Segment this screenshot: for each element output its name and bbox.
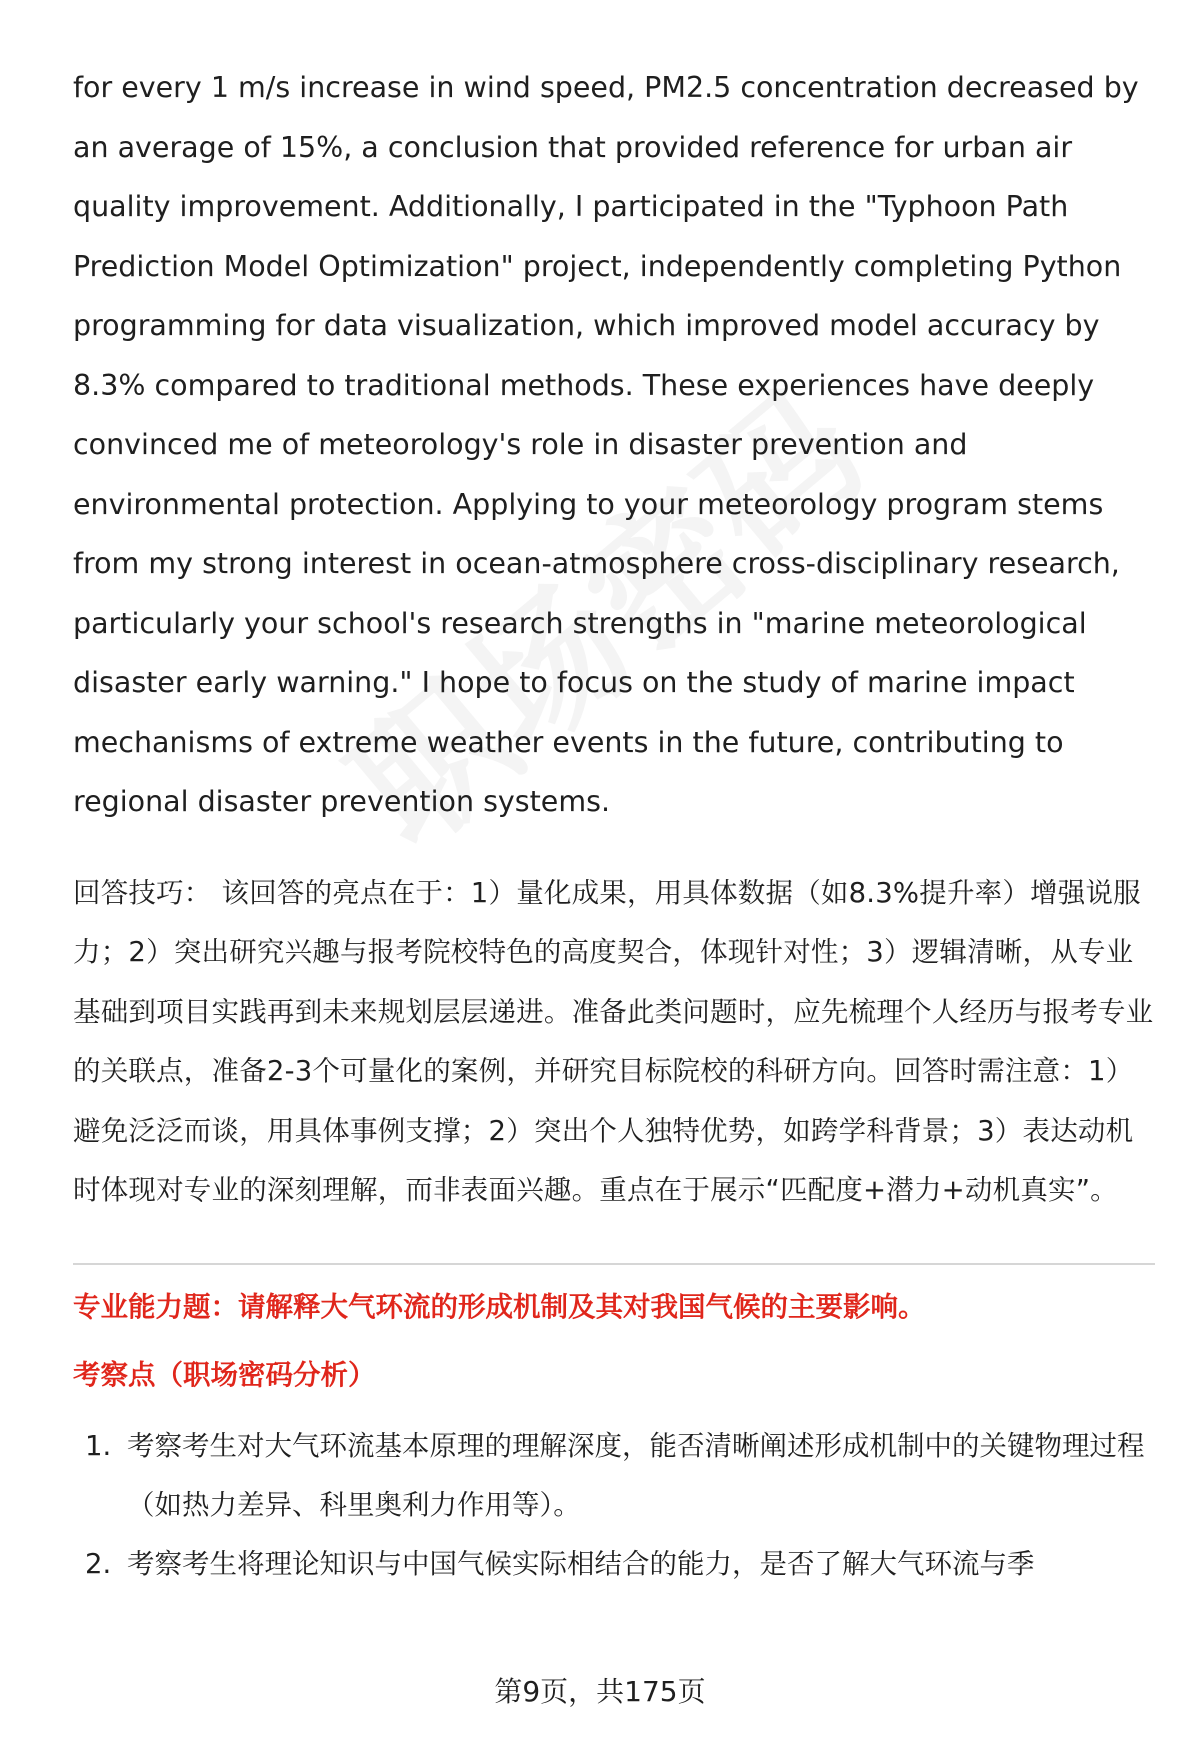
section-divider: [73, 1263, 1155, 1265]
list-item-number: 1.: [85, 1429, 112, 1462]
answer-tips: [73, 864, 1155, 1221]
answer-paragraph: for every 1 m/s increase in wind speed, PM2.5 concentration decreased by an average of 15%, a conclusion that provided reference for urban air quality improvement. Additionally, I participated in the "Typhoon Path Prediction Model Optimization" project, independently completing Python programming for data visualization, which improved model accuracy by 8.3% compared to traditional methods. These experiences have deeply convinced me of meteorology's role in disaster prevention and environmental protection. Applying to your meteorology program stems from my strong interest in ocean-atmosphere cross-disciplinary research, particularly your school's research strengths in "marine meteorological disaster early warning." I hope to focus on the study of marine impact mechanisms of extreme weather events in the future, contributing to regional disaster prevention systems.: [73, 71, 1139, 818]
question-title: 专业能力题：请解释大气环流的形成机制及其对我国气候的主要影响。: [73, 1290, 926, 1323]
list-item-text: 考察考生将理论知识与中国气候实际相结合的能力，是否了解大气环流与季: [127, 1547, 1035, 1580]
page-content: [73, 58, 1155, 1594]
list-item-text: 考察考生对大气环流基本原理的理解深度，能否清晰阐述形成机制中的关键物理过程（如热力差异、科里奥利力作用等）。: [127, 1429, 1145, 1521]
list-item: [73, 1417, 1155, 1535]
assessment-points-list: [73, 1417, 1155, 1594]
page-number-footer: 第9页，共175页: [494, 1675, 706, 1708]
list-item: [73, 1535, 1155, 1594]
section-heading: 考察点（职场密码分析）: [73, 1358, 376, 1391]
tips-label: 回答技巧：: [73, 876, 212, 909]
tips-text: 该回答的亮点在于：1）量化成果，用具体数据（如8.3%提升率）增强说服力；2）突出研究兴趣与报考院校特色的高度契合，体现针对性；3）逻辑清晰，从专业基础到项目实践再到未来规划层层递进。准备此类问题时，应先梳理个人经历与报考专业的关联点，准备2-3个可量化的案例，并研究目标院校的科研方向。回答时需注意：1）避免泛泛而谈，用具体事例支撑；2）突出个人独特优势，如跨学科背景；3）表达动机时体现对专业的深刻理解，而非表面兴趣。重点在于展示“匹配度+潜力+动机真实”。: [73, 876, 1154, 1206]
list-item-number: 2.: [85, 1547, 112, 1580]
